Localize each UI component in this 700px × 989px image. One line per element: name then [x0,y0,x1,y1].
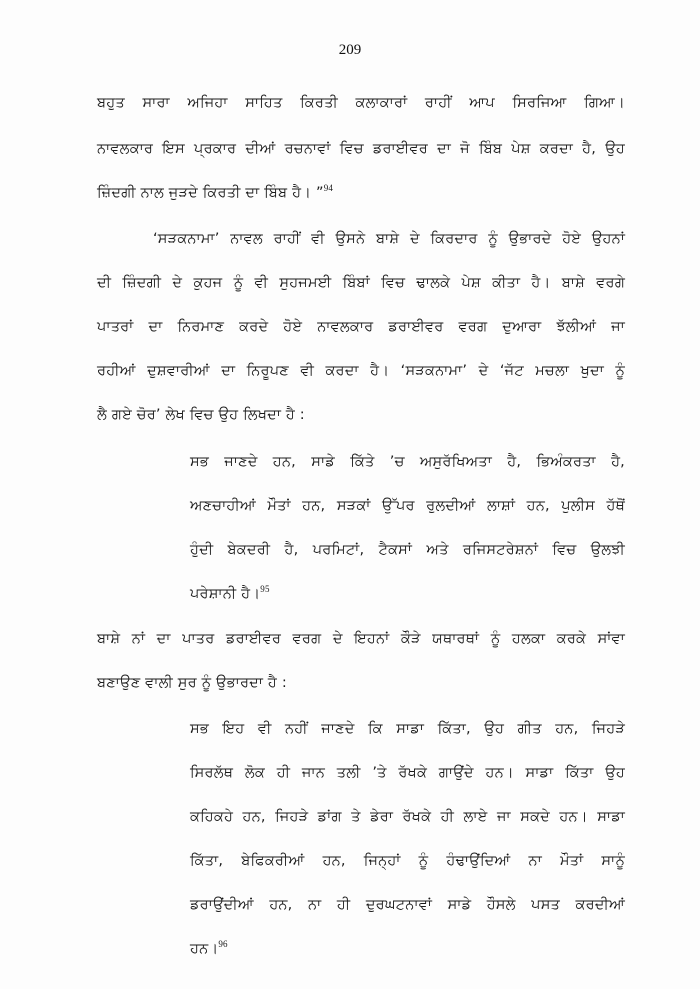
body-line: ਨਾਵਲਕਾਰ ਇਸ ਪ੍ਰਕਾਰ ਦੀਆਂ ਰਚਨਾਵਾਂ ਵਿਚ ਡਰਾਈਵਰ ਦਾ ਜੋ ਬਿੰਬ ਪੇਸ਼ ਕਰਦਾ ਹੈ, ਉਹ [97,141,625,157]
line-text: ਹਨ। [190,941,219,957]
body-line: ਬਾਸ਼ੇ ਨਾਂ ਦਾ ਪਾਤਰ ਡਰਾਈਵਰ ਵਰਗ ਦੇ ਇਹਨਾਂ ਕੌੜੇ ਯਥਾਰਥਾਂ ਨੂੰ ਹਲਕਾ ਕਰਕੇ ਸਾਂਵਾ [97,631,625,647]
body-line: ਪਾਤਰਾਂ ਦਾ ਨਿਰਮਾਣ ਕਰਦੇ ਹੋਏ ਨਾਵਲਕਾਰ ਡਰਾਈਵਰ ਵਰਗ ਦੁਆਰਾ ਝੱਲੀਆਂ ਜਾ [97,319,625,335]
quote-line: ਸਿਰਲੱਥ ਲੋਕ ਹੀ ਜਾਨ ਤਲੀ ’ਤੇ ਰੱਖਕੇ ਗਾਉਂਦੇ ਹਨ। ਸਾਡਾ ਕਿੱਤਾ ਉਹ [190,765,625,781]
quote-line: ਕਿੱਤਾ, ਬੇਫਿਕਰੀਆਂ ਹਨ, ਜਿਨ੍ਹਾਂ ਨੂੰ ਹੰਢਾਉਂਦਿਆਂ ਨਾ ਮੌਤਾਂ ਸਾਨੂੰ [190,853,625,869]
quote-line: ਡਰਾਉਂਦੀਆਂ ਹਨ, ਨਾ ਹੀ ਦੁਰਘਟਨਾਵਾਂ ਸਾਡੇ ਹੌਸਲੇ ਪਸਤ ਕਰਦੀਆਂ [190,897,625,913]
quote-line: ਹੁੰਦੀ ਬੇਕਦਰੀ ਹੈ, ਪਰਮਿਟਾਂ, ਟੈਕਸਾਂ ਅਤੇ ਰਜਿਸਟਰੇਸ਼ਨਾਂ ਵਿਚ ਉਲਝੀ [190,542,625,558]
body-line-indented: ‘ਸੜਕਨਾਮਾ’ ਨਾਵਲ ਰਾਹੀਂ ਵੀ ਉਸਨੇ ਬਾਸ਼ੇ ਦੇ ਕਿਰਦਾਰ ਨੂੰ ਉਭਾਰਦੇ ਹੋਏ ਉਹਨਾਂ [153,231,625,247]
body-line: ਰਹੀਆਂ ਦੁਸ਼ਵਾਰੀਆਂ ਦਾ ਨਿਰੂਪਣ ਵੀ ਕਰਦਾ ਹੈ। ‘ਸੜਕਨਾਮਾ’ ਦੇ ‘ਜੱਟ ਮਚਲਾ ਖੁਦਾ ਨੂੰ [97,363,625,379]
footnote-ref: 96 [218,939,228,950]
quote-line [190,939,625,959]
footnote-ref: 94 [323,183,334,194]
body-line: ਬਹੁਤ ਸਾਰਾ ਅਜਿਹਾ ਸਾਹਿਤ ਕਿਰਤੀ ਕਲਾਕਾਰਾਂ ਰਾਹੀਂ ਆਪ ਸਿਰਜਿਆ ਗਿਆ। [97,95,625,111]
body-line: ਦੀ ਜ਼ਿੰਦਗੀ ਦੇ ਕੁਹਜ ਨੂੰ ਵੀ ਸੁਹਜਮਈ ਬਿੰਬਾਂ ਵਿਚ ਢਾਲਕੇ ਪੇਸ਼ ਕੀਤਾ ਹੈ। ਬਾਸ਼ੇ ਵਰਗੇ [97,275,625,291]
body-line: ਲੈ ਗਏ ਚੋਰ’ ਲੇਖ ਵਿਚ ਉਹ ਲਿਖਦਾ ਹੈ : [97,407,305,423]
page-number: 209 [338,42,362,58]
body-line: ਬਣਾਉਣ ਵਾਲੀ ਸੁਰ ਨੂੰ ਉਭਾਰਦਾ ਹੈ : [97,675,287,691]
quote-line [190,584,625,604]
body-line [97,183,625,203]
line-text: ਪਰੇਸ਼ਾਨੀ ਹੈ। [190,586,261,602]
quote-line: ਕਹਿਕਹੇ ਹਨ, ਜਿਹੜੇ ਡਾਂਗ ਤੇ ਡੇਰਾ ਰੱਖਕੇ ਹੀ ਲਾਏ ਜਾ ਸਕਦੇ ਹਨ। ਸਾਡਾ [190,809,625,825]
line-text: ਜ਼ਿੰਦਗੀ ਨਾਲ ਜੁੜਦੇ ਕਿਰਤੀ ਦਾ ਬਿੰਬ ਹੈ। ” [97,185,324,201]
quote-line: ਅਣਚਾਹੀਆਂ ਮੌਤਾਂ ਹਨ, ਸੜਕਾਂ ਉੱਪਰ ਰੁਲਦੀਆਂ ਲਾਸ਼ਾਂ ਹਨ, ਪੁਲੀਸ ਹੱਥੋਂ [190,498,625,514]
quote-line: ਸਭ ਜਾਣਦੇ ਹਨ, ਸਾਡੇ ਕਿੱਤੇ ’ਚ ਅਸੁਰੱਖਿਅਤਾ ਹੈ, ਭਿਅੰਕਰਤਾ ਹੈ, [190,454,625,470]
quote-line: ਸਭ ਇਹ ਵੀ ਨਹੀਂ ਜਾਣਦੇ ਕਿ ਸਾਡਾ ਕਿੱਤਾ, ਉਹ ਗੀਤ ਹਨ, ਜਿਹੜੇ [190,721,625,737]
footnote-ref: 95 [260,584,270,595]
